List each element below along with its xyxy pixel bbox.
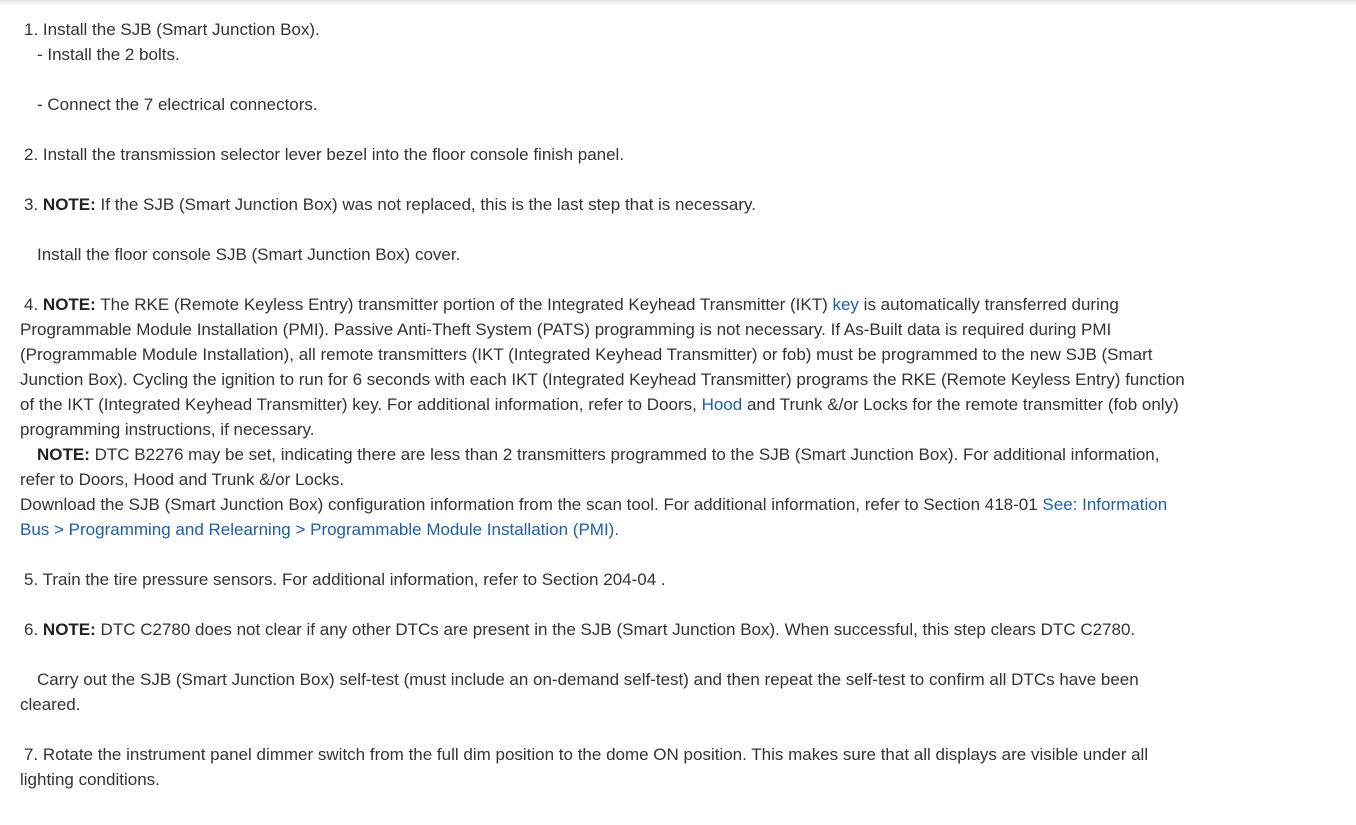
step-6-instruction-line-1: Carry out the SJB (Smart Junction Box) self-test (must include an on-demand self-test) and then repeat the self-test to confirm all DTCs have been (37, 670, 1139, 689)
step-6 (20, 617, 1245, 642)
see-information-link[interactable]: See: Information (1042, 495, 1168, 514)
step-1-substep-connectors: - Connect the 7 electrical connectors. (37, 95, 318, 114)
step-text: Install the SJB (Smart Junction Box). (42, 20, 320, 39)
hood-link[interactable]: Hood (701, 395, 743, 414)
step-4-line-5-text: of the IKT (Integrated Keyhead Transmitter) key. For additional information, refer to Doors, (20, 395, 702, 414)
step-number: 3. (24, 195, 39, 214)
step-2 (20, 142, 1245, 167)
pmi-link[interactable]: Bus > Programming and Relearning > Programmable Module Installation (PMI) (20, 520, 615, 539)
step-4-line-5-text-end: and Trunk &/or Locks for the remote transmitter (fob only) (742, 395, 1179, 414)
step-3-instruction: Install the floor console SJB (Smart Junction Box) cover. (37, 245, 461, 264)
step-4-download-line-2 (20, 517, 1245, 542)
step-number: 1. (24, 20, 39, 39)
step-7-line-2: lighting conditions. (20, 770, 160, 789)
download-text: Download the SJB (Smart Junction Box) configuration information from the scan tool. For additional information, refer to Section 418-01 (20, 495, 1043, 514)
note-label: NOTE: (42, 620, 96, 639)
step-7 (20, 742, 1245, 767)
step-number: 6. (24, 620, 39, 639)
pmi-link-period: . (614, 520, 620, 539)
step-3 (20, 192, 1245, 217)
procedure-document (20, 17, 1245, 792)
key-link[interactable]: key (832, 295, 859, 314)
step-number: 2. (24, 145, 39, 164)
step-number: 5. (24, 570, 39, 589)
step-number: 4. (24, 295, 39, 314)
step-4-line-5 (20, 392, 1245, 417)
note-text: DTC B2276 may be set, indicating there are less than 2 transmitters programmed to the SJB (Smart Junction Box). For additional information, (89, 445, 1160, 464)
step-1 (20, 17, 1245, 42)
step-4-line-2: Programmable Module Installation (PMI). Passive Anti-Theft System (PATS) programming is not necessary. If As-Built data is required during PMI (20, 320, 1112, 339)
top-shadow (0, 0, 1356, 6)
note-label: NOTE: (42, 295, 96, 314)
step-5 (20, 567, 1245, 592)
step-4 (20, 292, 1245, 317)
step-4-line-6: programming instructions, if necessary. (20, 420, 315, 439)
step-1-substep-bolts: - Install the 2 bolts. (37, 45, 180, 64)
step-4-download-line-1 (20, 492, 1245, 517)
note-label: NOTE: (42, 195, 96, 214)
step-number: 7. (24, 745, 39, 764)
step-4-line-3: (Programmable Module Installation), all remote transmitters (IKT (Integrated Keyhead Transmitter) or fob) must be programmed to the new SJB (Smart (20, 345, 1153, 364)
step-text: Install the transmission selector lever bezel into the floor console finish panel. (42, 145, 625, 164)
step-6-instruction-line-2: cleared. (20, 695, 81, 714)
step-text: Train the tire pressure sensors. For additional information, refer to Section 204-04 . (42, 570, 666, 589)
step-text: Rotate the instrument panel dimmer switch from the full dim position to the dome ON position. This makes sure that all displays are visible under all (42, 745, 1149, 764)
note-text: is automatically transferred during (858, 295, 1119, 314)
note-text: If the SJB (Smart Junction Box) was not replaced, this is the last step that is necessary. (95, 195, 756, 214)
step-4-note-2 (20, 442, 1245, 467)
note-label: NOTE: (37, 445, 90, 464)
step-4-note-2-line-2: refer to Doors, Hood and Trunk &/or Locks. (20, 470, 345, 489)
note-text: The RKE (Remote Keyless Entry) transmitter portion of the Integrated Keyhead Transmitter (IKT) (95, 295, 833, 314)
note-text: DTC C2780 does not clear if any other DTCs are present in the SJB (Smart Junction Box). When successful, this step clears DTC C2780. (95, 620, 1136, 639)
step-4-line-4: Junction Box). Cycling the ignition to run for 6 seconds with each IKT (Integrated Keyhead Transmitter) programs the RKE (Remote Keyless Entry) function (20, 370, 1185, 389)
